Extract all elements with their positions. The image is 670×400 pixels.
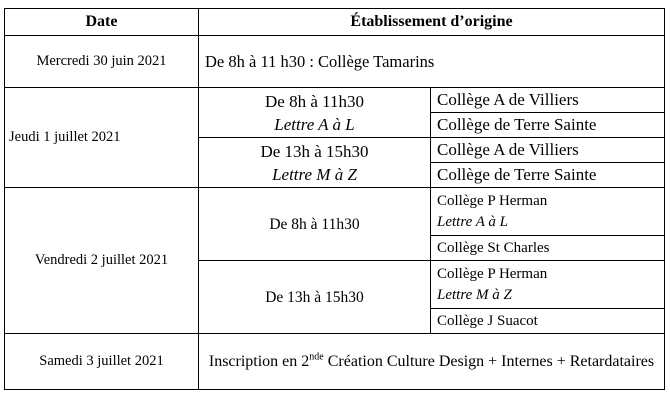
samedi-text-start: Inscription en 2	[208, 353, 310, 370]
vendredi-morning-college-1-letters: Lettre A à L	[437, 213, 508, 230]
vendredi-afternoon-college-1-letters: Lettre M à Z	[437, 286, 512, 303]
jeudi-afternoon-letters: Lettre M à Z	[272, 164, 357, 184]
schedule-table	[4, 8, 665, 390]
vendredi-afternoon-college-2: Collège J Suacot	[431, 309, 665, 334]
samedi-schedule-text	[199, 334, 665, 390]
row-samedi	[5, 334, 665, 390]
date-vendredi: Vendredi 2 juillet 2021	[5, 188, 199, 334]
samedi-text-end: Création Culture Design + Internes + Retardataires	[323, 353, 655, 370]
vendredi-morning-time: De 8h à 11h30	[199, 188, 431, 261]
jeudi-morning-letters: Lettre A à L	[274, 114, 355, 134]
header-etablissement: Établissement d’origine	[199, 9, 665, 36]
jeudi-morning-college-1: Collège A de Villiers	[431, 88, 665, 113]
row-vendredi-1	[5, 188, 665, 236]
date-jeudi: Jeudi 1 juillet 2021	[5, 88, 199, 188]
vendredi-afternoon-college-1-name: Collège P Herman	[437, 265, 548, 282]
date-samedi: Samedi 3 juillet 2021	[5, 334, 199, 390]
jeudi-afternoon-time: De 13h à 15h30	[260, 141, 369, 161]
jeudi-morning-college-2: Collège de Terre Sainte	[431, 113, 665, 138]
jeudi-afternoon-college-2: Collège de Terre Sainte	[431, 163, 665, 188]
header-row	[5, 9, 665, 36]
vendredi-afternoon-time: De 13h à 15h30	[199, 261, 431, 334]
jeudi-morning-time: De 8h à 11h30	[265, 91, 364, 111]
jeudi-morning-slot	[199, 88, 431, 138]
jeudi-afternoon-slot	[199, 138, 431, 188]
header-date: Date	[5, 9, 199, 36]
vendredi-morning-college-1	[431, 188, 665, 236]
vendredi-afternoon-college-1	[431, 261, 665, 309]
vendredi-morning-college-1-name: Collège P Herman	[437, 192, 548, 209]
mercredi-schedule-text: De 8h à 11 h30 : Collège Tamarins	[199, 36, 665, 88]
date-mercredi: Mercredi 30 juin 2021	[5, 36, 199, 88]
row-jeudi-1	[5, 88, 665, 113]
row-mercredi	[5, 36, 665, 88]
samedi-text-superscript: nde	[309, 351, 324, 363]
vendredi-morning-college-2: Collège St Charles	[431, 236, 665, 261]
jeudi-afternoon-college-1: Collège A de Villiers	[431, 138, 665, 163]
